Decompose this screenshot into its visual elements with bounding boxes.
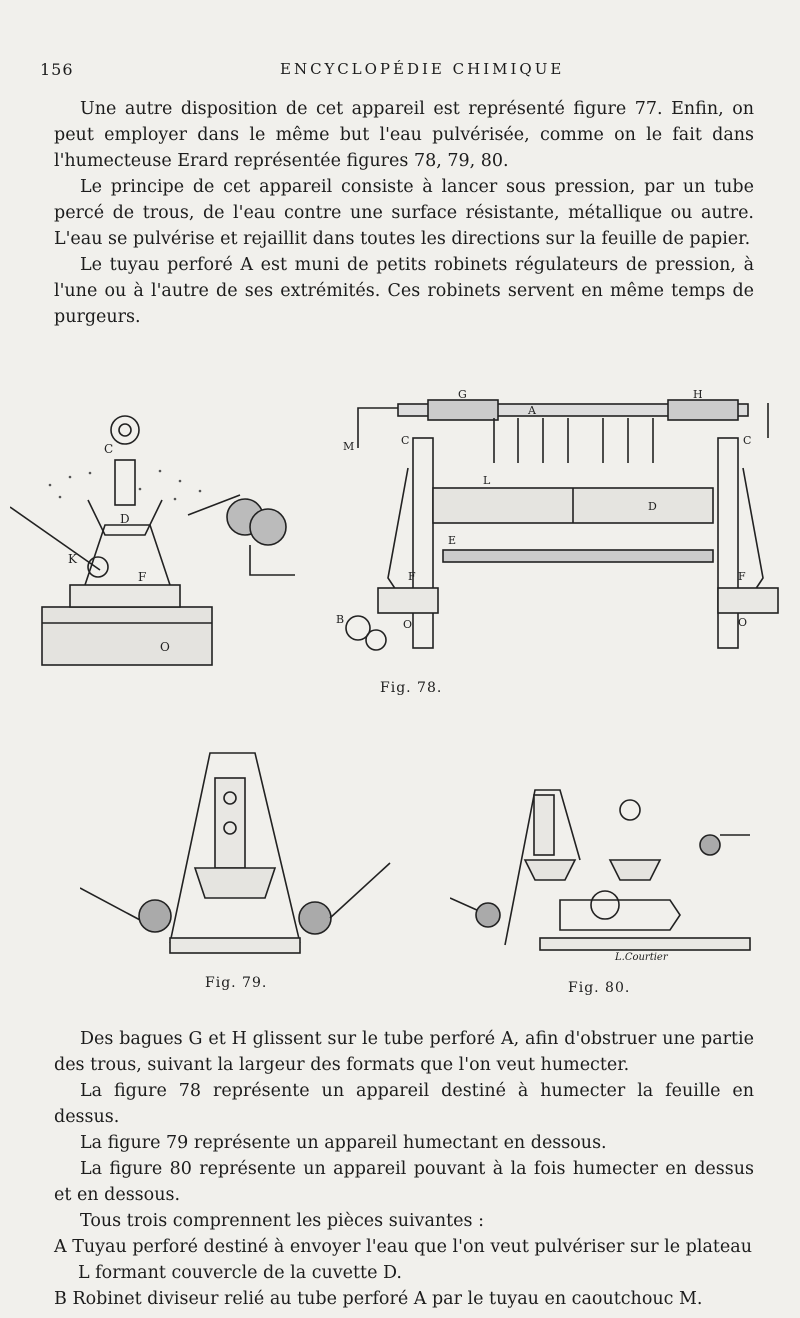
paragraph: La figure 78 représente un appareil destiné à humecter la feuille en dessus. — [54, 1081, 754, 1127]
label-o-right: O — [738, 616, 748, 629]
label-f-left: F — [408, 570, 416, 583]
part-description: Tuyau perforé destiné à envoyer l'eau que l'on veut pulvériser sur le plateau L formant couvercle de la cuvette D. — [72, 1237, 752, 1283]
label-b: B — [336, 613, 345, 626]
label-o-left: O — [403, 618, 413, 631]
fig78-side-view — [10, 405, 300, 670]
label-m: M — [343, 440, 355, 453]
paragraph: Tous trois comprennent les pièces suivantes : — [80, 1211, 484, 1231]
intro-text — [54, 96, 754, 330]
page-header — [40, 60, 760, 84]
paragraph: Le principe de cet appareil consiste à lancer sous pression, par un tube percé de trous, de l'eau contre une surface résistante, métallique ou autre. L'eau se pulvérise et rejaillit dans toutes les directions sur la feuille de papier. — [54, 177, 754, 249]
page-number: 156 — [40, 60, 74, 79]
label-d: D — [120, 512, 130, 526]
label-c: C — [104, 442, 114, 456]
running-title: ENCYCLOPÉDIE CHIMIQUE — [280, 60, 565, 78]
engraver-signature: L.Courtier — [615, 952, 668, 963]
fig79-drawing — [80, 738, 395, 960]
parts-list-item — [54, 1286, 754, 1312]
part-letter: A — [54, 1237, 67, 1257]
label-f-right: F — [738, 570, 746, 583]
label-l: L — [483, 474, 491, 487]
fig80-caption: Fig. 80. — [568, 980, 631, 996]
paragraph: La figure 80 représente un appareil pouvant à la fois humecter en dessus et en dessous. — [54, 1159, 754, 1205]
label-e: E — [448, 534, 457, 547]
paragraph: Une autre disposition de cet appareil est représenté figure 77. Enfin, on peut employer dans le même but l'eau pulvérisée, comme on le fait dans l'humecteuse Erard représentée figures 78, 79, 80. — [54, 99, 754, 171]
label-o: O — [160, 640, 170, 654]
fig78-caption: Fig. 78. — [380, 680, 443, 696]
paragraph: Le tuyau perforé A est muni de petits robinets régulateurs de pression, à l'une ou à l'autre de ses extrémités. Ces robinets servent en même temps de purgeurs. — [54, 255, 754, 327]
paragraph: Des bagues G et H glissent sur le tube perforé A, afin d'obstruer une partie des trous, suivant la largeur des formats que l'on veut humecter. — [54, 1029, 754, 1075]
label-k: K — [68, 552, 77, 566]
label-f: F — [138, 570, 147, 584]
label-d: D — [648, 500, 657, 513]
label-h: H — [693, 388, 703, 401]
label-a: A — [528, 404, 536, 417]
fig79-caption: Fig. 79. — [205, 975, 268, 991]
body-text — [54, 1026, 754, 1312]
label-g: G — [458, 388, 467, 401]
fig78-front-view — [318, 378, 786, 678]
parts-list-item — [54, 1234, 754, 1286]
label-c-right: C — [743, 434, 752, 447]
part-description: Robinet diviseur relié au tube perforé A par le tuyau en caoutchouc M. — [72, 1289, 703, 1309]
part-letter: B — [54, 1289, 67, 1309]
fig80-drawing — [450, 780, 760, 962]
label-c-left: C — [401, 434, 410, 447]
paragraph: La figure 79 représente un appareil humectant en dessous. — [80, 1133, 607, 1153]
